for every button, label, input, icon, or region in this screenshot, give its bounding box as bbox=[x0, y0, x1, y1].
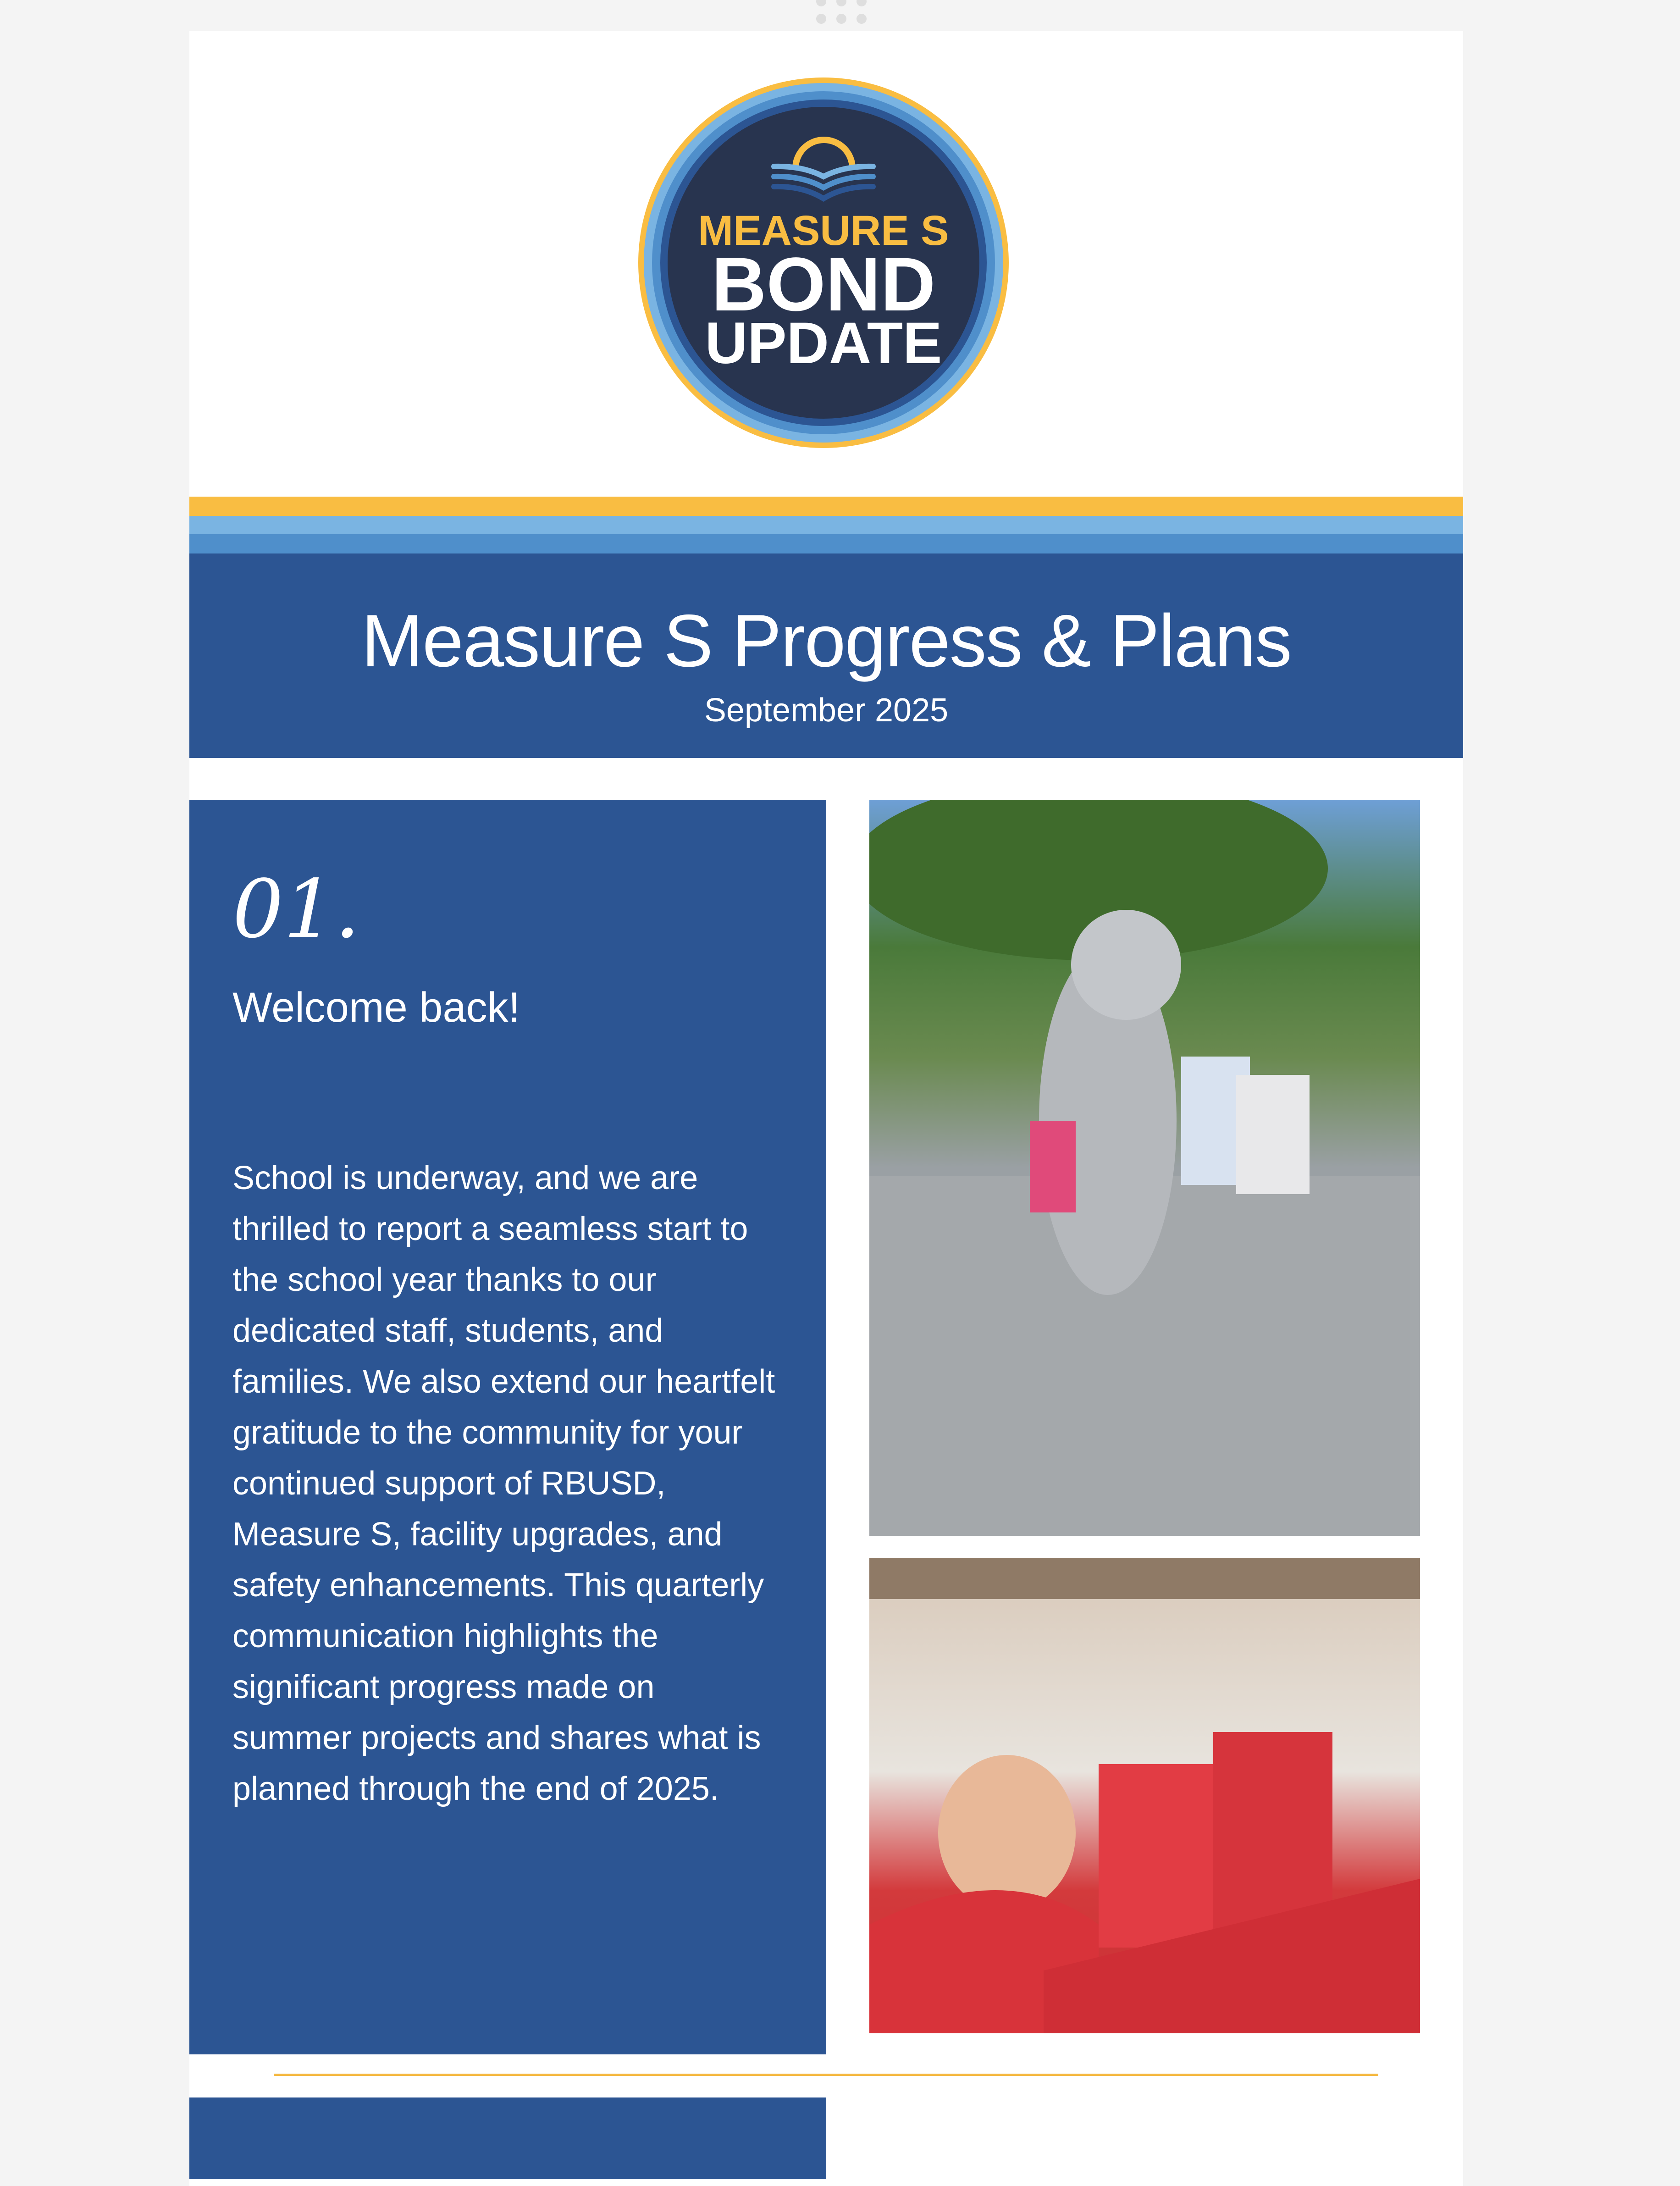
section-heading: Welcome back! bbox=[232, 984, 520, 1031]
section-number: 01. bbox=[232, 863, 360, 956]
mid-blue-stripe bbox=[189, 534, 1463, 553]
section-body: School is underway, and we are thrilled to report a seamless start to the school year thanks to our dedicated staff, students, and families. We also extend our heartfelt gratitude to the community for your continued support of RBUSD, Measure S, facility upgrades, and safety enhancements. This quarterly communication highlights the significant progress made on summer projects and shares what is planned through the end of 2025. bbox=[232, 1160, 775, 1807]
header-banner bbox=[189, 553, 1463, 758]
section-next bbox=[189, 2097, 826, 2179]
section-welcome bbox=[189, 800, 826, 2054]
photo-volunteers-with-shirts bbox=[869, 1558, 1420, 2033]
page-title: Measure S Progress & Plans bbox=[361, 599, 1291, 682]
section-divider bbox=[274, 2074, 1378, 2076]
issue-date: September 2025 bbox=[704, 692, 949, 729]
logo-line-measure-s: MEASURE S bbox=[698, 207, 949, 254]
photo-mascot-with-students bbox=[869, 800, 1420, 1536]
logo-line-bond: BOND bbox=[711, 242, 936, 327]
logo-line-update: UPDATE bbox=[705, 310, 942, 376]
measure-s-bond-update-logo bbox=[637, 77, 1010, 449]
drag-handle[interactable] bbox=[812, 0, 871, 30]
gold-stripe bbox=[189, 497, 1463, 516]
light-blue-stripe bbox=[189, 516, 1463, 534]
